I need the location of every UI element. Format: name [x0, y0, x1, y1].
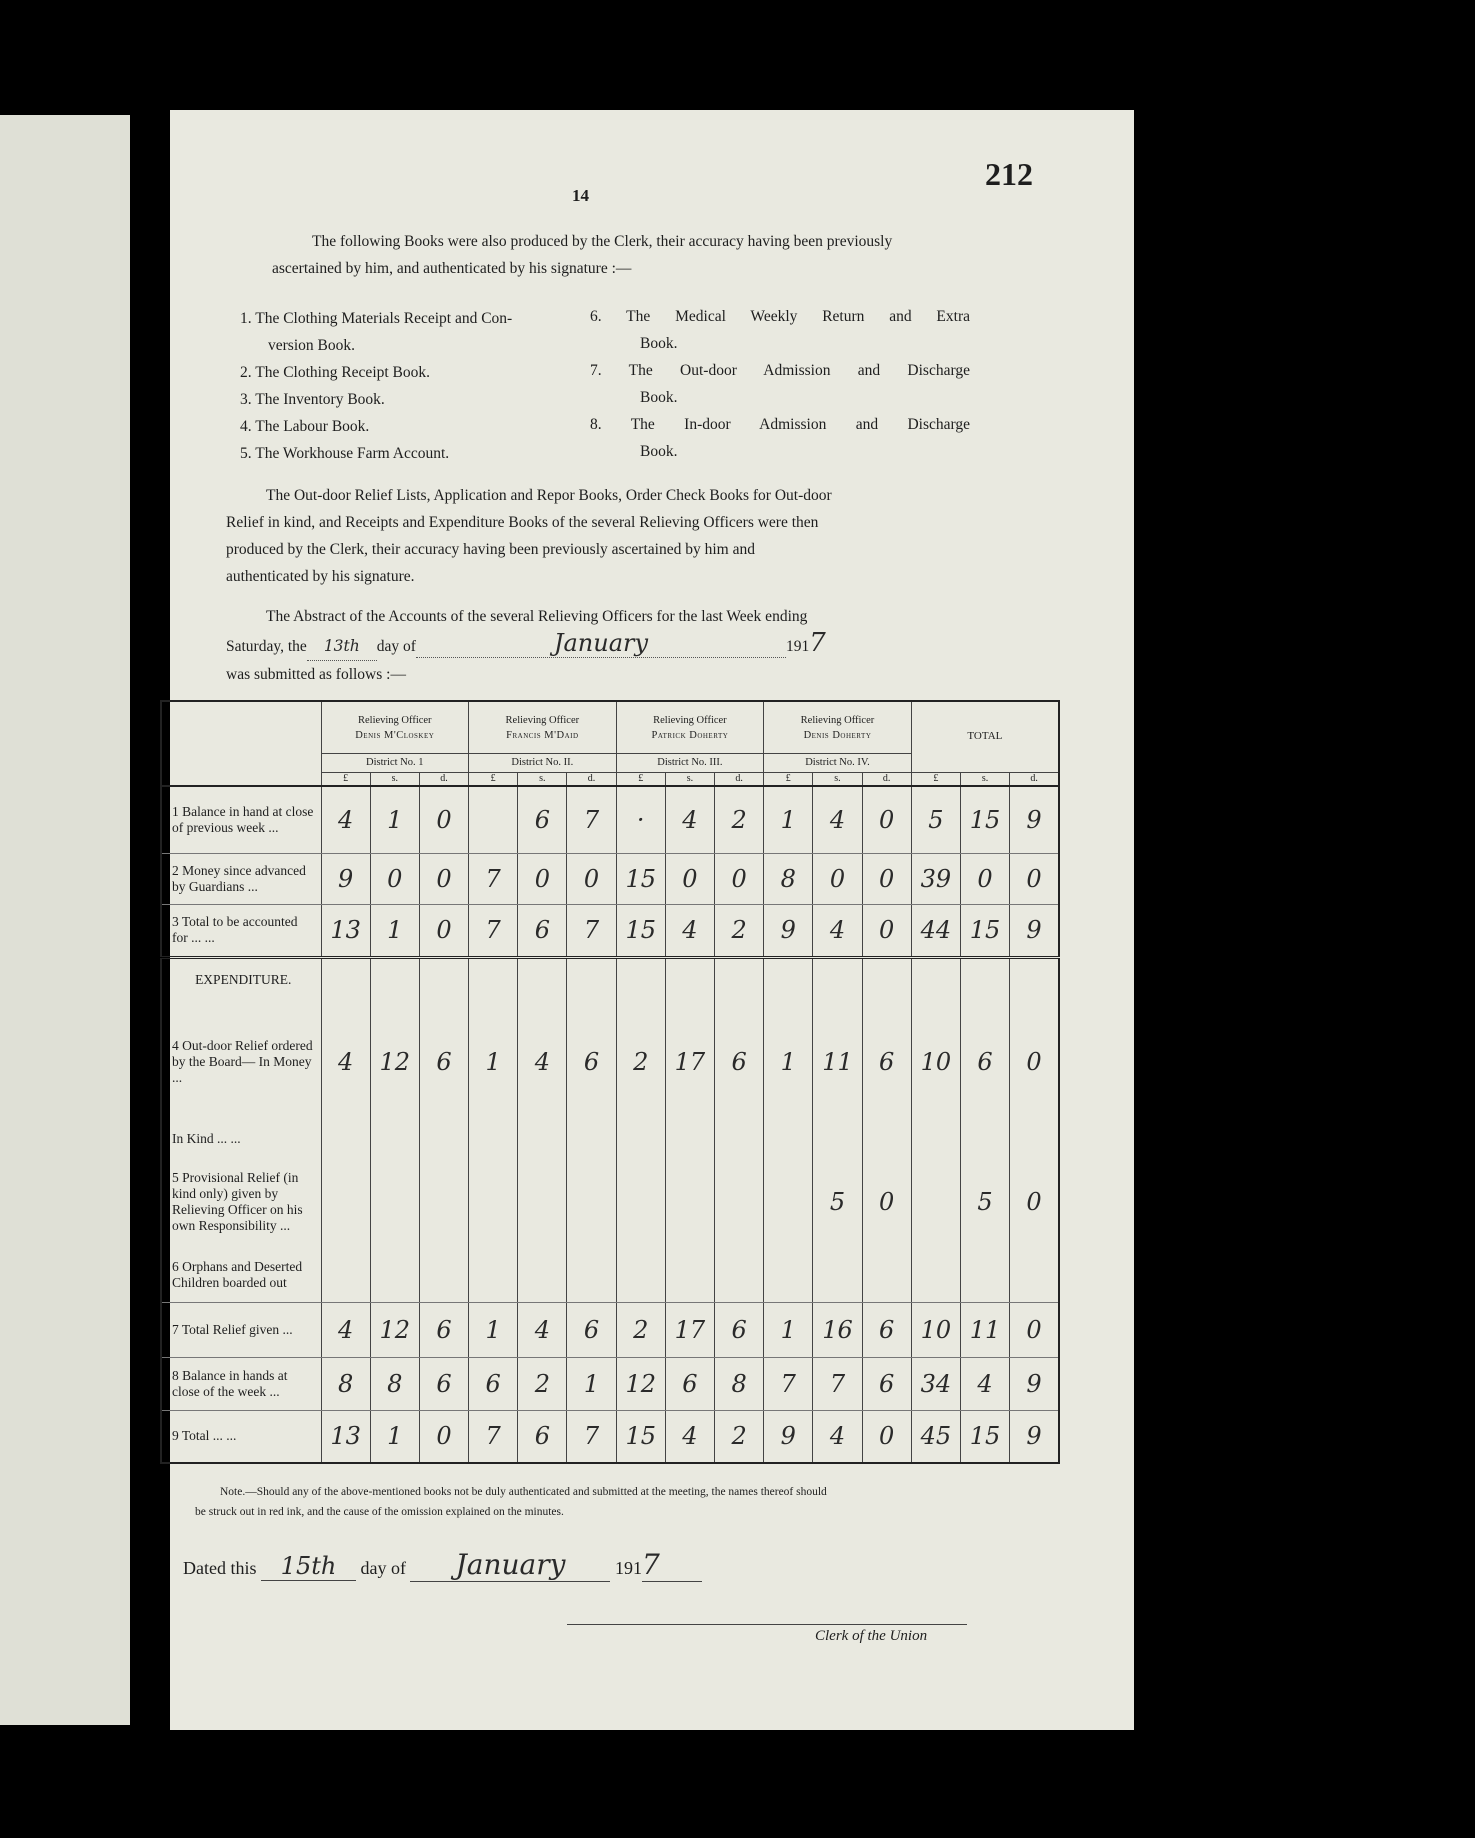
- dated-day-handwritten: 15th: [261, 1552, 356, 1581]
- amount-cell: [321, 1122, 370, 1157]
- amount-cell: 2: [616, 1002, 665, 1122]
- amount-cell: 8: [764, 853, 813, 904]
- amount-cell: 9: [321, 853, 370, 904]
- books-list-right: [590, 303, 970, 465]
- table-row: [161, 1122, 1059, 1157]
- amount-cell: 2: [715, 1410, 764, 1463]
- amount-cell: 6: [862, 1357, 911, 1410]
- amount-cell: 0: [813, 853, 862, 904]
- amount-cell: 12: [370, 1002, 419, 1122]
- amount-cell: 6: [419, 1302, 468, 1357]
- amount-cell: 0: [419, 904, 468, 957]
- amount-cell: 8: [370, 1357, 419, 1410]
- amount-cell: 4: [321, 1302, 370, 1357]
- amount-cell: 4: [813, 786, 862, 853]
- amount-cell: 7: [567, 904, 616, 957]
- amount-cell: 0: [862, 1410, 911, 1463]
- amount-cell: 0: [419, 1410, 468, 1463]
- note-line-1: Note.—Should any of the above-mentioned books not be duly authenticated and submitted at the meeting, the names thereof should: [220, 1486, 827, 1498]
- facing-page: [0, 115, 130, 1725]
- amount-cell: 13: [321, 1410, 370, 1463]
- amount-cell: 0: [1010, 853, 1059, 904]
- amount-cell: [862, 1248, 911, 1303]
- books-list-left: [240, 305, 580, 467]
- amount-cell: 4: [518, 1302, 567, 1357]
- abstract-table: [160, 700, 1060, 1464]
- amount-cell: [419, 1122, 468, 1157]
- header-blank: [161, 701, 321, 754]
- note-line-2: be struck out in red ink, and the cause of the omission explained on the minutes.: [195, 1506, 564, 1518]
- table-row: [161, 1248, 1059, 1303]
- amount-cell: 1: [764, 1302, 813, 1357]
- page-number: 212: [985, 156, 1033, 192]
- table-row: [161, 786, 1059, 853]
- amount-cell: 6: [518, 904, 567, 957]
- amount-cell: 6: [862, 1302, 911, 1357]
- amount-cell: 1: [764, 1002, 813, 1122]
- note: [195, 1482, 1015, 1522]
- amount-cell: 7: [764, 1357, 813, 1410]
- amount-cell: 6: [419, 1357, 468, 1410]
- amount-cell: 1: [469, 1002, 518, 1122]
- book-item: 1. The Clothing Materials Receipt and Con-: [240, 310, 513, 327]
- amount-cell: [518, 1122, 567, 1157]
- amount-cell: 2: [518, 1357, 567, 1410]
- amount-cell: 4: [321, 1002, 370, 1122]
- amount-cell: 0: [1010, 1002, 1059, 1122]
- amount-cell: 15: [960, 786, 1009, 853]
- amount-cell: [518, 1156, 567, 1247]
- dated-line: Dated this 15th day of January 1917: [183, 1548, 702, 1582]
- officer-header: Relieving Officer Denis Doherty: [764, 701, 912, 754]
- amount-cell: 0: [960, 853, 1009, 904]
- amount-cell: [813, 1248, 862, 1303]
- amount-cell: [960, 1248, 1009, 1303]
- amount-cell: 8: [715, 1357, 764, 1410]
- amount-cell: 0: [715, 853, 764, 904]
- amount-cell: 17: [665, 1302, 714, 1357]
- amount-cell: 9: [1010, 904, 1059, 957]
- amount-cell: 15: [960, 904, 1009, 957]
- book-item-cont: Book.: [640, 389, 678, 406]
- amount-cell: 0: [862, 1156, 911, 1247]
- month-handwritten: January: [416, 630, 786, 658]
- amount-cell: 12: [616, 1357, 665, 1410]
- table-row: [161, 1410, 1059, 1463]
- amount-cell: 0: [1010, 1302, 1059, 1357]
- amount-cell: 0: [862, 904, 911, 957]
- amount-cell: 2: [715, 786, 764, 853]
- amount-cell: [911, 1122, 960, 1157]
- district-label: District No. 1: [321, 754, 469, 772]
- amount-cell: 5: [911, 786, 960, 853]
- amount-cell: 11: [960, 1302, 1009, 1357]
- amount-cell: 0: [862, 786, 911, 853]
- table-row: [161, 853, 1059, 904]
- amount-cell: [370, 1156, 419, 1247]
- amount-cell: 1: [469, 1302, 518, 1357]
- relief-line-3: produced by the Clerk, their accuracy having been previously ascertained by him and: [226, 541, 755, 558]
- row-label: 3 Total to be accounted for ... ...: [161, 904, 321, 957]
- amount-cell: 1: [370, 904, 419, 957]
- amount-cell: ·: [616, 786, 665, 853]
- amount-cell: [518, 1248, 567, 1303]
- row-label: 5 Provisional Relief (in kind only) given by Relieving Officer on his own Responsibility ...: [161, 1156, 321, 1247]
- book-item: 5. The Workhouse Farm Account.: [240, 445, 450, 462]
- intro-line-2: ascertained by him, and authenticated by his signature :—: [272, 260, 632, 277]
- amount-cell: 17: [665, 1002, 714, 1122]
- amount-cell: 15: [616, 853, 665, 904]
- amount-cell: 6: [960, 1002, 1009, 1122]
- amount-cell: 6: [518, 1410, 567, 1463]
- row-label: 7 Total Relief given ...: [161, 1302, 321, 1357]
- currency-label: s.: [813, 772, 862, 786]
- row-label: 2 Money since advanced by Guardians ...: [161, 853, 321, 904]
- book-item-cont: Book.: [640, 443, 678, 460]
- amount-cell: 9: [1010, 786, 1059, 853]
- amount-cell: 5: [960, 1156, 1009, 1247]
- abstract-line-1: The Abstract of the Accounts of the several Relieving Officers for the last Week ending: [266, 608, 808, 625]
- amount-cell: 0: [1010, 1156, 1059, 1247]
- abstract-paragraph: [226, 603, 976, 688]
- amount-cell: [567, 1248, 616, 1303]
- amount-cell: [469, 1156, 518, 1247]
- amount-cell: [370, 1248, 419, 1303]
- amount-cell: 12: [370, 1302, 419, 1357]
- currency-label: d.: [1010, 772, 1059, 786]
- book-item-cont: version Book.: [268, 337, 355, 354]
- amount-cell: [1010, 1122, 1059, 1157]
- relief-line-1: The Out-door Relief Lists, Application and Repor Books, Order Check Books for Out-door: [266, 487, 832, 504]
- table-row: [161, 1002, 1059, 1122]
- currency-label: £: [321, 772, 370, 786]
- amount-cell: 9: [764, 904, 813, 957]
- amount-cell: [419, 1156, 468, 1247]
- amount-cell: [764, 1156, 813, 1247]
- amount-cell: 6: [665, 1357, 714, 1410]
- amount-cell: [469, 1248, 518, 1303]
- amount-cell: 4: [518, 1002, 567, 1122]
- abstract-line-3: was submitted as follows :—: [226, 666, 406, 683]
- currency-label: s.: [370, 772, 419, 786]
- amount-cell: 0: [862, 853, 911, 904]
- dated-year-handwritten: 7: [642, 1548, 702, 1582]
- amount-cell: [616, 1122, 665, 1157]
- amount-cell: 7: [469, 853, 518, 904]
- amount-cell: 4: [321, 786, 370, 853]
- amount-cell: 10: [911, 1302, 960, 1357]
- amount-cell: [960, 1122, 1009, 1157]
- currency-label: d.: [419, 772, 468, 786]
- currency-label: £: [911, 772, 960, 786]
- amount-cell: 1: [370, 1410, 419, 1463]
- book-item-cont: Book.: [640, 335, 678, 352]
- clerk-label: Clerk of the Union: [815, 1628, 928, 1644]
- table-row: [161, 904, 1059, 957]
- currency-label: s.: [665, 772, 714, 786]
- amount-cell: 4: [665, 786, 714, 853]
- amount-cell: 44: [911, 904, 960, 957]
- book-item: 8. The In-door Admission and Discharge: [590, 416, 970, 433]
- amount-cell: 4: [665, 904, 714, 957]
- amount-cell: 15: [616, 1410, 665, 1463]
- amount-cell: 7: [469, 1410, 518, 1463]
- amount-cell: 8: [321, 1357, 370, 1410]
- amount-cell: 15: [616, 904, 665, 957]
- amount-cell: 1: [764, 786, 813, 853]
- amount-cell: 0: [419, 853, 468, 904]
- currency-label: s.: [960, 772, 1009, 786]
- row-label: 8 Balance in hands at close of the week ...: [161, 1357, 321, 1410]
- amount-cell: 11: [813, 1002, 862, 1122]
- amount-cell: [715, 1156, 764, 1247]
- amount-cell: [911, 1248, 960, 1303]
- amount-cell: 7: [567, 1410, 616, 1463]
- amount-cell: 9: [764, 1410, 813, 1463]
- book-item: 7. The Out-door Admission and Discharge: [590, 362, 970, 379]
- amount-cell: 13: [321, 904, 370, 957]
- amount-cell: [567, 1122, 616, 1157]
- amount-cell: 45: [911, 1410, 960, 1463]
- relief-paragraph: [226, 482, 968, 590]
- amount-cell: 0: [419, 786, 468, 853]
- district-label: District No. IV.: [764, 754, 912, 772]
- amount-cell: [715, 1248, 764, 1303]
- amount-cell: 4: [813, 904, 862, 957]
- expenditure-heading: EXPENDITURE.: [161, 957, 321, 1002]
- amount-cell: 16: [813, 1302, 862, 1357]
- amount-cell: [321, 1248, 370, 1303]
- row-label: 9 Total ... ...: [161, 1410, 321, 1463]
- row-label: 1 Balance in hand at close of previous week ...: [161, 786, 321, 853]
- amount-cell: [862, 1122, 911, 1157]
- amount-cell: 1: [567, 1357, 616, 1410]
- table-row: [161, 1156, 1059, 1247]
- amount-cell: [469, 1122, 518, 1157]
- amount-cell: 4: [960, 1357, 1009, 1410]
- row-label: 4 Out-door Relief ordered by the Board— In Money ...: [161, 1002, 321, 1122]
- abstract-line-2: Saturday, the 13th day of January 1917: [226, 630, 976, 661]
- dated-month-handwritten: January: [410, 1548, 610, 1582]
- row-label: In Kind ... ...: [161, 1122, 321, 1157]
- amount-cell: [370, 1122, 419, 1157]
- currency-label: s.: [518, 772, 567, 786]
- amount-cell: [616, 1248, 665, 1303]
- amount-cell: [911, 1156, 960, 1247]
- currency-label: d.: [567, 772, 616, 786]
- amount-cell: 9: [1010, 1410, 1059, 1463]
- amount-cell: 4: [813, 1410, 862, 1463]
- amount-cell: [1010, 1248, 1059, 1303]
- currency-label: £: [764, 772, 813, 786]
- amount-cell: 0: [518, 853, 567, 904]
- amount-cell: [567, 1156, 616, 1247]
- book-item: 2. The Clothing Receipt Book.: [240, 364, 431, 381]
- amount-cell: 6: [469, 1357, 518, 1410]
- currency-label: d.: [715, 772, 764, 786]
- intro-paragraph: [272, 228, 972, 282]
- currency-label: £: [469, 772, 518, 786]
- amount-cell: 6: [862, 1002, 911, 1122]
- year-handwritten: 7: [809, 628, 826, 658]
- amount-cell: [616, 1156, 665, 1247]
- book-item: 4. The Labour Book.: [240, 418, 370, 435]
- amount-cell: 0: [370, 853, 419, 904]
- amount-cell: 10: [911, 1002, 960, 1122]
- book-item: 3. The Inventory Book.: [240, 391, 385, 408]
- amount-cell: [665, 1122, 714, 1157]
- amount-cell: [419, 1248, 468, 1303]
- officer-header: Relieving Officer Patrick Doherty: [616, 701, 764, 754]
- amount-cell: [764, 1122, 813, 1157]
- amount-cell: [321, 1156, 370, 1247]
- amount-cell: 6: [518, 786, 567, 853]
- amount-cell: 7: [567, 786, 616, 853]
- officer-header: Relieving Officer Denis M'Closkey: [321, 701, 469, 754]
- officer-header: Relieving Officer Francis M'Daid: [469, 701, 617, 754]
- amount-cell: 0: [567, 853, 616, 904]
- total-header: TOTAL: [911, 701, 1059, 772]
- intro-line-1: The following Books were also produced by the Clerk, their accuracy having been previously: [312, 233, 893, 250]
- currency-row: [161, 772, 1059, 786]
- table-row: [161, 1302, 1059, 1357]
- amount-cell: [764, 1248, 813, 1303]
- amount-cell: 1: [370, 786, 419, 853]
- amount-cell: [665, 1156, 714, 1247]
- amount-cell: 7: [813, 1357, 862, 1410]
- amount-cell: 39: [911, 853, 960, 904]
- book-item: 6. The Medical Weekly Return and Extra: [590, 308, 970, 325]
- table-row: [161, 1357, 1059, 1410]
- amount-cell: 7: [469, 904, 518, 957]
- amount-cell: 6: [419, 1002, 468, 1122]
- district-label: District No. II.: [469, 754, 617, 772]
- amount-cell: [469, 786, 518, 853]
- row-label: 6 Orphans and Deserted Children boarded out: [161, 1248, 321, 1303]
- amount-cell: [813, 1122, 862, 1157]
- amount-cell: [665, 1248, 714, 1303]
- amount-cell: 6: [567, 1002, 616, 1122]
- relief-line-4: authenticated by his signature.: [226, 568, 415, 585]
- amount-cell: 9: [1010, 1357, 1059, 1410]
- day-handwritten: 13th: [307, 633, 377, 661]
- amount-cell: 5: [813, 1156, 862, 1247]
- amount-cell: 15: [960, 1410, 1009, 1463]
- currency-label: d.: [862, 772, 911, 786]
- amount-cell: 2: [715, 904, 764, 957]
- printed-page-number: 14: [572, 186, 589, 205]
- amount-cell: [715, 1122, 764, 1157]
- amount-cell: 34: [911, 1357, 960, 1410]
- amount-cell: 2: [616, 1302, 665, 1357]
- district-label: District No. III.: [616, 754, 764, 772]
- amount-cell: 0: [665, 853, 714, 904]
- amount-cell: 6: [567, 1302, 616, 1357]
- signature-line: [567, 1624, 967, 1625]
- relief-line-2: Relief in kind, and Receipts and Expenditure Books of the several Relieving Officers were then: [226, 514, 819, 531]
- amount-cell: 6: [715, 1002, 764, 1122]
- amount-cell: 4: [665, 1410, 714, 1463]
- currency-label: £: [616, 772, 665, 786]
- amount-cell: 6: [715, 1302, 764, 1357]
